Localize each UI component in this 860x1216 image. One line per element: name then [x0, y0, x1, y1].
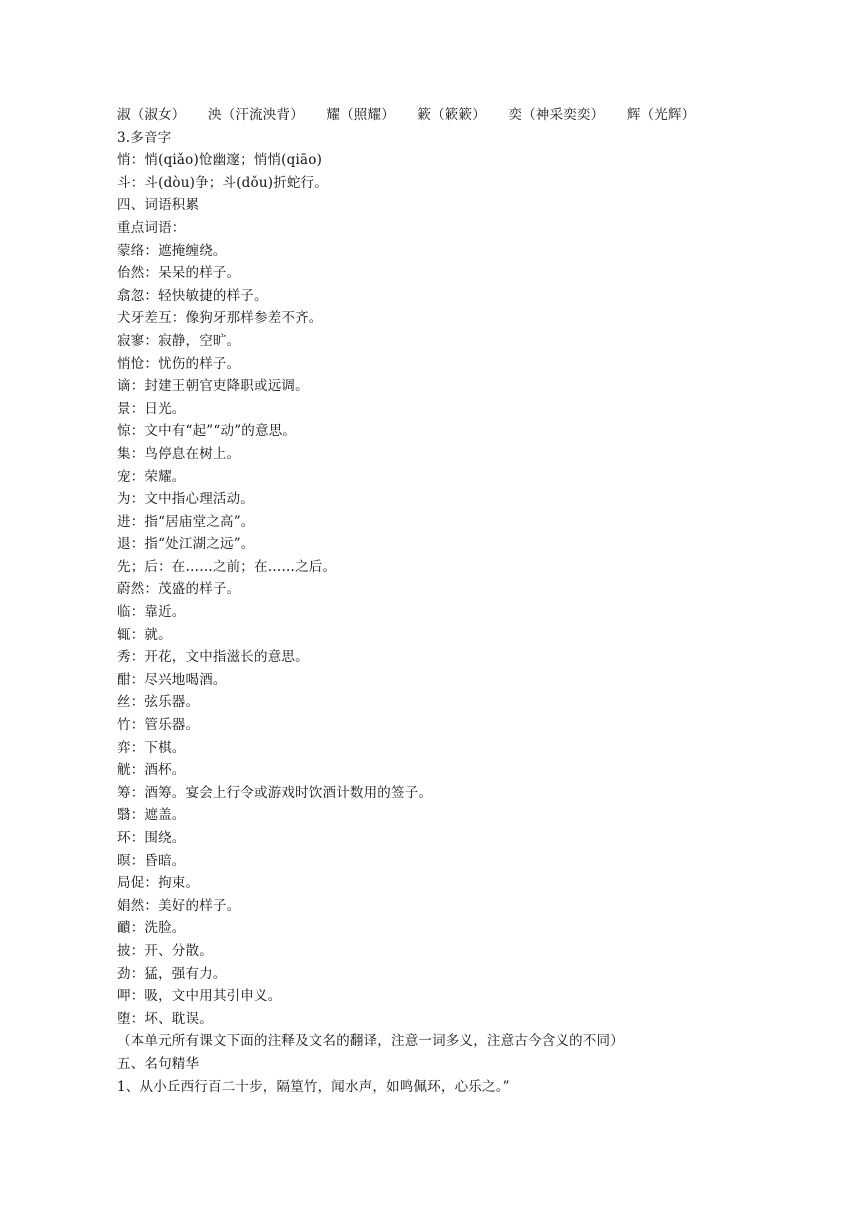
text-line: 悄：悄(qiǎo)怆幽邃；悄悄(qiāo) — [117, 152, 323, 169]
definition-line: 临：靠近。 — [117, 604, 186, 621]
vocab-item: 淑（淑女） — [117, 107, 186, 123]
definition-line: 堕：坏、耽误。 — [117, 1010, 213, 1027]
definition-line: 惊：文中有“起”“动”的意思。 — [117, 423, 297, 440]
definition-line: 丝：弦乐器。 — [117, 694, 200, 711]
vocab-item: 簌（簌簌） — [417, 107, 486, 123]
definition-line: 翳：遮盖。 — [117, 807, 186, 824]
quote-line: 1、从小丘西行百二十步，隔篁竹，闻水声，如鸣佩环，心乐之。” — [117, 1078, 510, 1095]
definition-line: 蒙络：遮掩缠绕。 — [117, 242, 227, 259]
vocab-item: 奕（神采奕奕） — [508, 107, 605, 123]
document-body — [117, 104, 757, 1098]
definition-line: 佁然：呆呆的样子。 — [117, 265, 241, 282]
definition-line: 暝：昏暗。 — [117, 852, 186, 869]
note-line: （本单元所有课文下面的注释及文名的翻译，注意一词多义，注意古今含义的不同） — [117, 1033, 624, 1050]
definition-line: 竹：管乐器。 — [117, 717, 200, 734]
section-heading-famous-quotes: 五、名句精华 — [117, 1055, 200, 1072]
definition-line: 靧：洗脸。 — [117, 920, 186, 937]
definition-line: 谪：封建王朝官吏降职或远调。 — [117, 378, 309, 395]
definition-line: 宠：荣耀。 — [117, 468, 186, 485]
definition-line: 披：开、分散。 — [117, 942, 213, 959]
definition-line: 集：鸟停息在树上。 — [117, 445, 241, 462]
section-heading-polyphonic: 3.多音字 — [117, 129, 172, 146]
definition-line: 弈：下棋。 — [117, 739, 186, 756]
vocab-item: 辉（光辉） — [626, 107, 696, 123]
definition-line: 秀：开花，文中指滋长的意思。 — [117, 649, 309, 666]
definition-line: 先；后：在……之前；在……之后。 — [117, 558, 337, 575]
section-heading-vocabulary: 四、词语积累 — [117, 197, 200, 214]
vocab-item: 泱（汗流泱背） — [208, 107, 304, 123]
text-line: 斗：斗(dòu)争；斗(dǒu)折蛇行。 — [117, 174, 328, 191]
vocab-row — [117, 104, 757, 127]
definition-line: 退：指“处江湖之远”。 — [117, 536, 255, 553]
definition-line: 为：文中指心理活动。 — [117, 491, 254, 508]
definition-line: 筹：酒筹。宴会上行令或游戏时饮酒计数用的签子。 — [117, 784, 433, 801]
definition-line: 酣：尽兴地喝酒。 — [117, 671, 227, 688]
definition-line: 环：围绕。 — [117, 830, 186, 846]
definition-line: 进：指“居庙堂之高”。 — [117, 513, 255, 530]
definition-line: 局促：拘束。 — [117, 875, 200, 892]
definition-line: 劲：猛，强有力。 — [117, 965, 227, 982]
definition-line: 觥：酒杯。 — [117, 762, 186, 779]
definition-line: 悄怆：忧伤的样子。 — [117, 355, 241, 372]
vocab-item: 耀（照耀） — [326, 107, 395, 123]
subheading-key-words: 重点词语： — [117, 219, 186, 236]
definition-line: 娟然：美好的样子。 — [117, 897, 241, 914]
definition-line: 景：日光。 — [117, 400, 186, 417]
definition-line: 蔚然：茂盛的样子。 — [117, 581, 241, 598]
definition-line: 犬牙差互：像狗牙那样参差不齐。 — [117, 310, 323, 327]
definition-line: 呷：吸，文中用其引申义。 — [117, 988, 282, 1005]
definition-line: 辄：就。 — [117, 626, 172, 643]
definition-line: 寂寥：寂静，空旷。 — [117, 332, 241, 349]
definition-line: 翕忽：轻快敏捷的样子。 — [117, 287, 268, 304]
